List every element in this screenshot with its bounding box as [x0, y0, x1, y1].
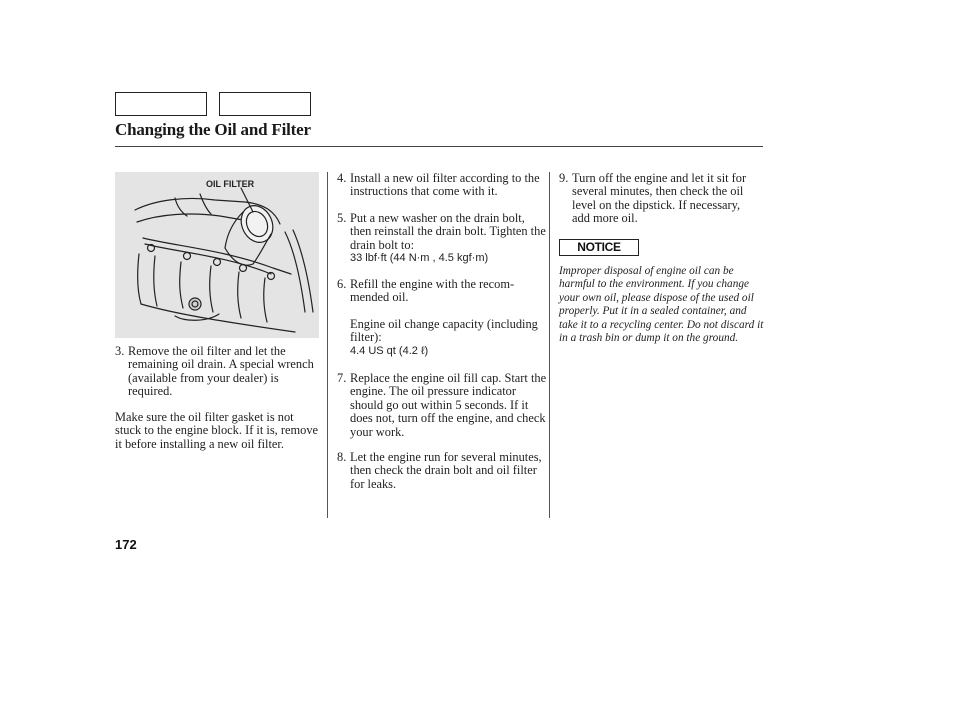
step-number: 6.	[337, 277, 347, 291]
step-text: Refill the engine with the recom-mended oil.	[350, 277, 515, 305]
column-divider-2	[549, 172, 550, 518]
title-divider	[115, 146, 763, 147]
page-number: 172	[115, 537, 137, 552]
step-number: 5.	[337, 211, 347, 225]
step-5	[337, 212, 547, 265]
torque-spec: 33 lbf·ft (44 N·m , 4.5 kgf·m)	[350, 252, 489, 265]
oil-filter-illustration	[115, 172, 319, 338]
column-divider-1	[327, 172, 328, 518]
step-7	[337, 372, 547, 439]
step-number: 3.	[115, 344, 125, 358]
page-title: Changing the Oil and Filter	[115, 120, 311, 139]
step-text: Let the engine run for several minutes, then check the drain bolt and oil filter for leaks.	[350, 450, 542, 491]
nav-tab-box-2[interactable]	[219, 92, 311, 116]
step-text: Put a new washer on the drain bolt, then reinstall the drain bolt. Tighten the drain bolt to:	[350, 211, 546, 252]
step-number: 7.	[337, 371, 347, 385]
oil-filter-label: OIL FILTER	[206, 179, 255, 189]
step-4	[337, 172, 547, 199]
step-text: Remove the oil filter and let the remaining oil drain. A special wrench (available from your dealer) is required.	[128, 344, 314, 399]
capacity-label: Engine oil change capacity (including filter):	[350, 316, 538, 345]
step-number: 4.	[337, 171, 347, 185]
step-text: Install a new oil filter according to the instructions that come with it.	[350, 171, 540, 199]
step-6	[337, 278, 547, 358]
step-9	[559, 172, 759, 226]
step-number: 9.	[559, 171, 569, 185]
gasket-paragraph: Make sure the oil filter gasket is not stuck to the engine block. If it is, remove it before installing a new oil filter.	[115, 410, 319, 451]
engine-drawing	[115, 172, 319, 338]
notice-text: Improper disposal of engine oil can be harmful to the environment. If you change your own oil, please dispose of the used oil properly. Put it in a sealed container, and take it to a recycling center. Do not discard it in a trash bin or dump it on the ground.	[559, 265, 764, 345]
capacity-value: 4.4 US qt (4.2 ℓ)	[350, 344, 429, 357]
step-8	[337, 451, 547, 491]
step-number: 8.	[337, 450, 347, 464]
notice-badge: NOTICE	[559, 239, 639, 256]
step-3	[115, 345, 320, 399]
step-text: Turn off the engine and let it sit for several minutes, then check the oil level on the dipstick. If necessary, add more oil.	[572, 171, 747, 226]
nav-tab-box-1[interactable]	[115, 92, 207, 116]
step-text: Replace the engine oil fill cap. Start the engine. The oil pressure indicator should go out within 5 seconds. If it does not, turn off the engine, and check your work.	[350, 371, 547, 439]
